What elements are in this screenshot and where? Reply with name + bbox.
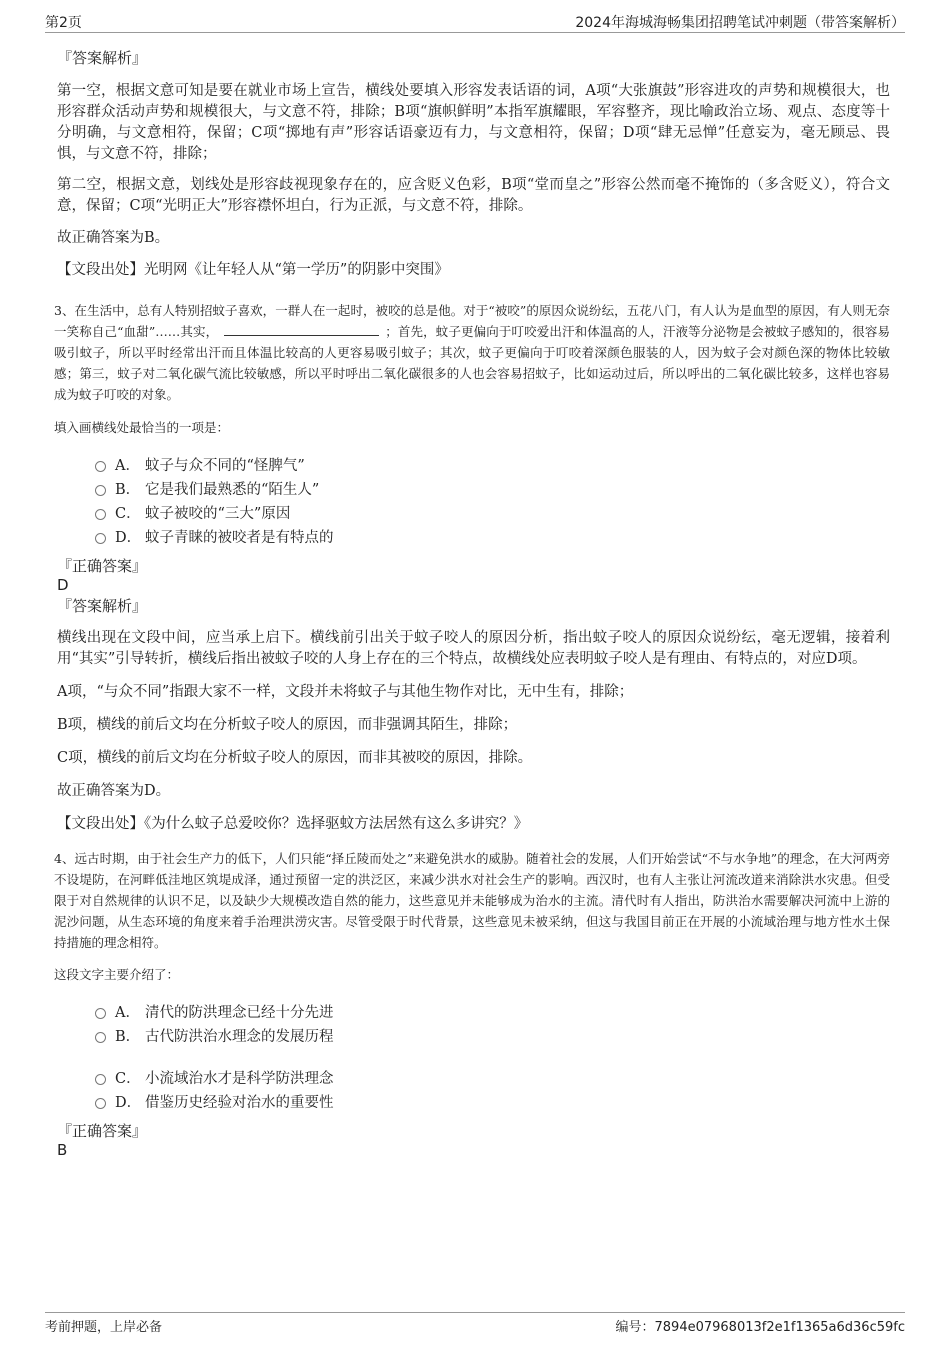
document-title: 2024年海城海畅集团招聘笔试冲刺题（带答案解析） [575,15,905,31]
q4-option-d[interactable] [57,1091,890,1115]
q4-answer: B [57,1141,68,1159]
q4-prompt: 这段文字主要介绍了： [54,967,180,982]
radio-icon[interactable] [95,533,106,544]
code-value: 7894e07968013f2e1f1365a6d36c59fc [654,1320,905,1335]
radio-icon[interactable] [95,461,106,472]
q4-option-b[interactable] [57,1025,890,1049]
option-text: 清代的防洪理念已经十分先进 [145,1005,334,1021]
q2-conclusion: 故正确答案为B。 [57,230,170,246]
q2-analysis-p1: 第一空，根据文意可知是要在就业市场上宣告，横线处要填入形容发表话语的词，A项“大张旗鼓”形容进攻的声势和规模很大，也形容群众活动声势和规模很大，与文意不符，排除；B项“旗帜鲜明”本指军旗耀眼，军容整齐，现比喻政治立场、观点、态度等十分明确，与文意相符，保留；C项“掷地有声”形容话语豪迈有力，与文意相符，保留；D项“肆无忌惮”任意妄为，毫无顾忌、畏惧，与文意不符，排除； [57,83,890,162]
q3-answer-label: 『正确答案』 [57,557,148,575]
q4-stem: 4、远古时期，由于社会生产力的低下，人们只能“择丘陵而处之”来避免洪水的威胁。随着社会的发展，人们开始尝试“不与水争地”的理念，在大河两旁不设堤防，在河畔低洼地区筑堤成泽，通过预留一定的洪泛区，来减少洪水对社会生产的影响。西汉时，也有人主张让河流改道来消除洪水灾患。但受限于对自然规律的认识不足，以及缺少大规模改造自然的能力，这些意见并未能够成为治水的主流。清代时有人指出，防洪治水需要解决河流中上游的泥沙问题，从生态环境的角度来着手治理洪涝灾害。尽管受限于时代背景，这些意见未被采纳，但这与我国目前正在开展的小流域治理与地方性水土保持措施的理念相符。 [54,851,890,950]
radio-icon[interactable] [95,1074,106,1085]
option-text: 古代防洪治水理念的发展历程 [145,1029,334,1045]
q4-options [57,1001,890,1115]
q3-analysis-2: A项，“与众不同”指跟大家不一样，文段并未将蚊子与其他生物作对比，无中生有，排除； [57,684,634,700]
q3-analysis-1: 横线出现在文段中间，应当承上启下。横线前引出关于蚊子咬人的原因分析，指出蚊子咬人的原因众说纷纭，毫无逻辑，接着利用“其实”引导转折，横线后指出被蚊子咬的人身上存在的三个特点，故横线处应表明蚊子咬人是有理由、有特点的，对应D项。 [57,630,890,667]
option-letter: A． [115,458,140,474]
q2-analysis-p2: 第二空，根据文意，划线处是形容歧视现象存在的，应含贬义色彩，B项“堂而皇之”形容公然而毫不掩饰的（多含贬义），符合文意，保留；C项“光明正大”形容襟怀坦白，行为正派，与文意不符，排除。 [57,177,890,214]
q3-source: 【文段出处】《为什么蚊子总爱咬你？选择驱蚊方法居然有这么多讲究？》 [57,816,529,832]
option-text: 它是我们最熟悉的“陌生人” [145,482,320,498]
option-letter: A． [115,1005,140,1021]
page-header [45,12,905,33]
code-label: 编号： [615,1320,655,1335]
document-code [616,1316,906,1335]
q3-stem-after: ；首先，蚊子更偏向于叮咬爱出汗和体温高的人，汗液等分泌物是会被蚊子感知的，很容易吸引蚊子，所以平时经常出汗而且体温比较高的人更容易吸引蚊子；其次，蚊子更偏向于叮咬着深颜色服装的人，因为蚊子会对颜色深的物体比较敏感；第三，蚊子对二氧化碳气流比较敏感，所以平时呼出二氧化碳很多的人也会容易招蚊子，比如运动过后，所以呼出的二氧化碳比较多，这样也容易成为蚊子叮咬的对象。 [54,324,890,402]
q3-option-b[interactable] [57,478,890,502]
q3-option-a[interactable] [57,454,890,478]
radio-icon[interactable] [95,1098,106,1109]
q3-prompt: 填入画横线处最恰当的一项是： [54,420,230,435]
q3-options [57,454,890,550]
option-letter: D． [115,1095,142,1111]
radio-icon[interactable] [95,509,106,520]
q3-answer: D [57,576,69,594]
q4-option-a[interactable] [57,1001,890,1025]
q4-answer-label: 『正确答案』 [57,1122,148,1140]
document-content [54,44,890,1159]
q3-analysis-4: C项，横线的前后文均在分析蚊子咬人的原因，而非其被咬的原因，排除。 [57,750,533,766]
option-letter: C． [115,1071,141,1087]
option-letter: B． [115,1029,141,1045]
q3-analysis-3: B项，横线的前后文均在分析蚊子咬人的原因，而非强调其陌生，排除； [57,717,518,733]
option-letter: C． [115,506,141,522]
page-footer [45,1312,905,1336]
q3-option-c[interactable] [57,502,890,526]
q4-option-c[interactable] [57,1067,890,1091]
radio-icon[interactable] [95,1008,106,1019]
q2-source: 【文段出处】光明网《让年轻人从“第一学历”的阴影中突围》 [57,262,449,278]
radio-icon[interactable] [95,485,106,496]
option-text: 借鉴历史经验对治水的重要性 [145,1095,334,1111]
radio-icon[interactable] [95,1032,106,1043]
footer-slogan: 考前押题，上岸必备 [45,1320,163,1335]
option-text: 蚊子被咬的“三大”原因 [145,506,291,522]
option-text: 蚊子与众不同的“怪脾气” [145,458,305,474]
option-text: 小流域治水才是科学防洪理念 [145,1071,334,1087]
q2-analysis-label: 『答案解析』 [57,49,148,67]
option-letter: B． [115,482,141,498]
q3-stem [54,300,890,405]
q3-analysis-label: 『答案解析』 [57,597,148,615]
option-letter: D． [115,530,142,546]
q3-analysis-5: 故正确答案为D。 [57,783,171,799]
q3-option-d[interactable] [57,526,890,550]
page-number: 第2页 [45,15,82,31]
q3-stem-before: 3、在生活中，总有人特别招蚊子喜欢，一群人在一起时，被咬的总是他。对于“被咬”的原因众说纷纭，五花八门，有人认为是血型的原因，有人则无奈一笑称自己“血甜”……其实， [54,303,890,339]
q3-blank [224,321,379,336]
option-text: 蚊子青睐的被咬者是有特点的 [145,530,334,546]
